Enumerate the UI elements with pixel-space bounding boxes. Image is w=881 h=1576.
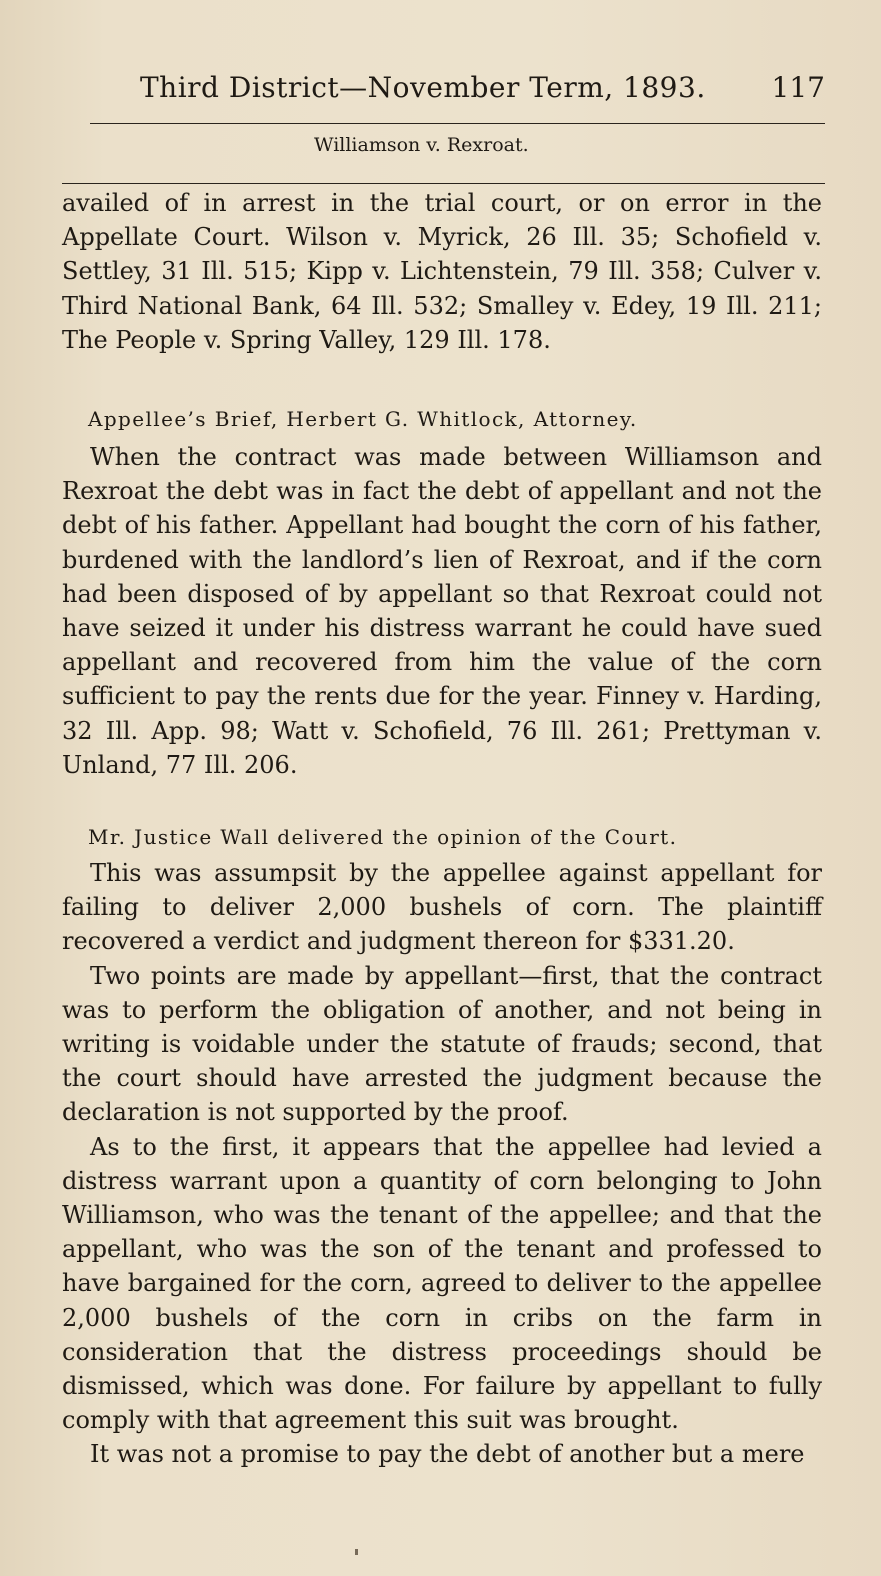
page-mark <box>355 1549 358 1555</box>
opinion-paragraph-2: Two points are made by appellant—first, that the contract was to perform the obligation of another, and not being in writing is voidable under the statute of frauds; second, that the court should have arrested the judgment because the declaration is not supported by the proof. <box>62 961 822 1127</box>
header-rule-top <box>90 123 825 124</box>
opinion-body <box>62 856 822 1472</box>
appellee-brief-text: When the contract was made between Williamson and Rexroat the debt was in fact the debt of appellant and not the debt of his father. Appellant had bought the corn of his father, burdened with the landlord’s lien of Rexroat, and if the corn had been disposed of by appellant so that Rexroat could not have seized it under his distress warrant he could have sued appellant and recovered from him the value of the corn sufficient to pay the rents due for the year. Finney v. Harding, 32 Ill. App. 98; Watt v. Schofield, 76 Ill. 261; Prettyman v. Unland, 77 Ill. 206. <box>62 443 822 779</box>
opinion-heading: Mr. Justice Wall delivered the opinion of the Court. <box>88 825 678 849</box>
opinion-paragraph-4: It was not a promise to pay the debt of another but a mere <box>90 1440 805 1469</box>
header-rule-bottom <box>62 183 825 184</box>
opening-text: availed of in arrest in the trial court, or on error in the Appellate Court. Wilson v. Myrick, 26 Ill. 35; Schofield v. Settley, 31 Ill. 515; Kipp v. Lichtenstein, 79 Ill. 358; Culver v. Third National Bank, 64 Ill. 532; Smalley v. Edey, 19 Ill. 211; The People v. Spring Valley, 129 Ill. 178. <box>62 189 822 354</box>
case-title: Williamson v. Rexroat. <box>314 134 529 156</box>
opinion-paragraph-3: As to the first, it appears that the appellee had levied a distress warrant upon a quantity of corn belonging to John Williamson, who was the tenant of the appellee; and that the appellant, who was the son of the tenant and professed to have bargained for the corn, agreed to deliver to the appellee 2,000 bushels of the corn in cribs on the farm in consideration that the distress proceedings should be dismissed, which was done. For failure by appellant to fully comply with that agreement this suit was brought. <box>62 1132 822 1435</box>
running-head: Third District—November Term, 1893. <box>140 71 706 104</box>
page-header <box>64 68 825 116</box>
page-number: 117 <box>771 71 825 104</box>
opening-paragraph <box>62 186 822 357</box>
appellee-brief-body <box>62 440 822 782</box>
opinion-paragraph-1: This was assumpsit by the appellee against appellant for failing to deliver 2,000 bushels of corn. The plaintiff recovered a verdict and judgment thereon for $331.20. <box>62 859 822 956</box>
appellee-brief-heading: Appellee’s Brief, Herbert G. Whitlock, Attorney. <box>88 407 638 431</box>
